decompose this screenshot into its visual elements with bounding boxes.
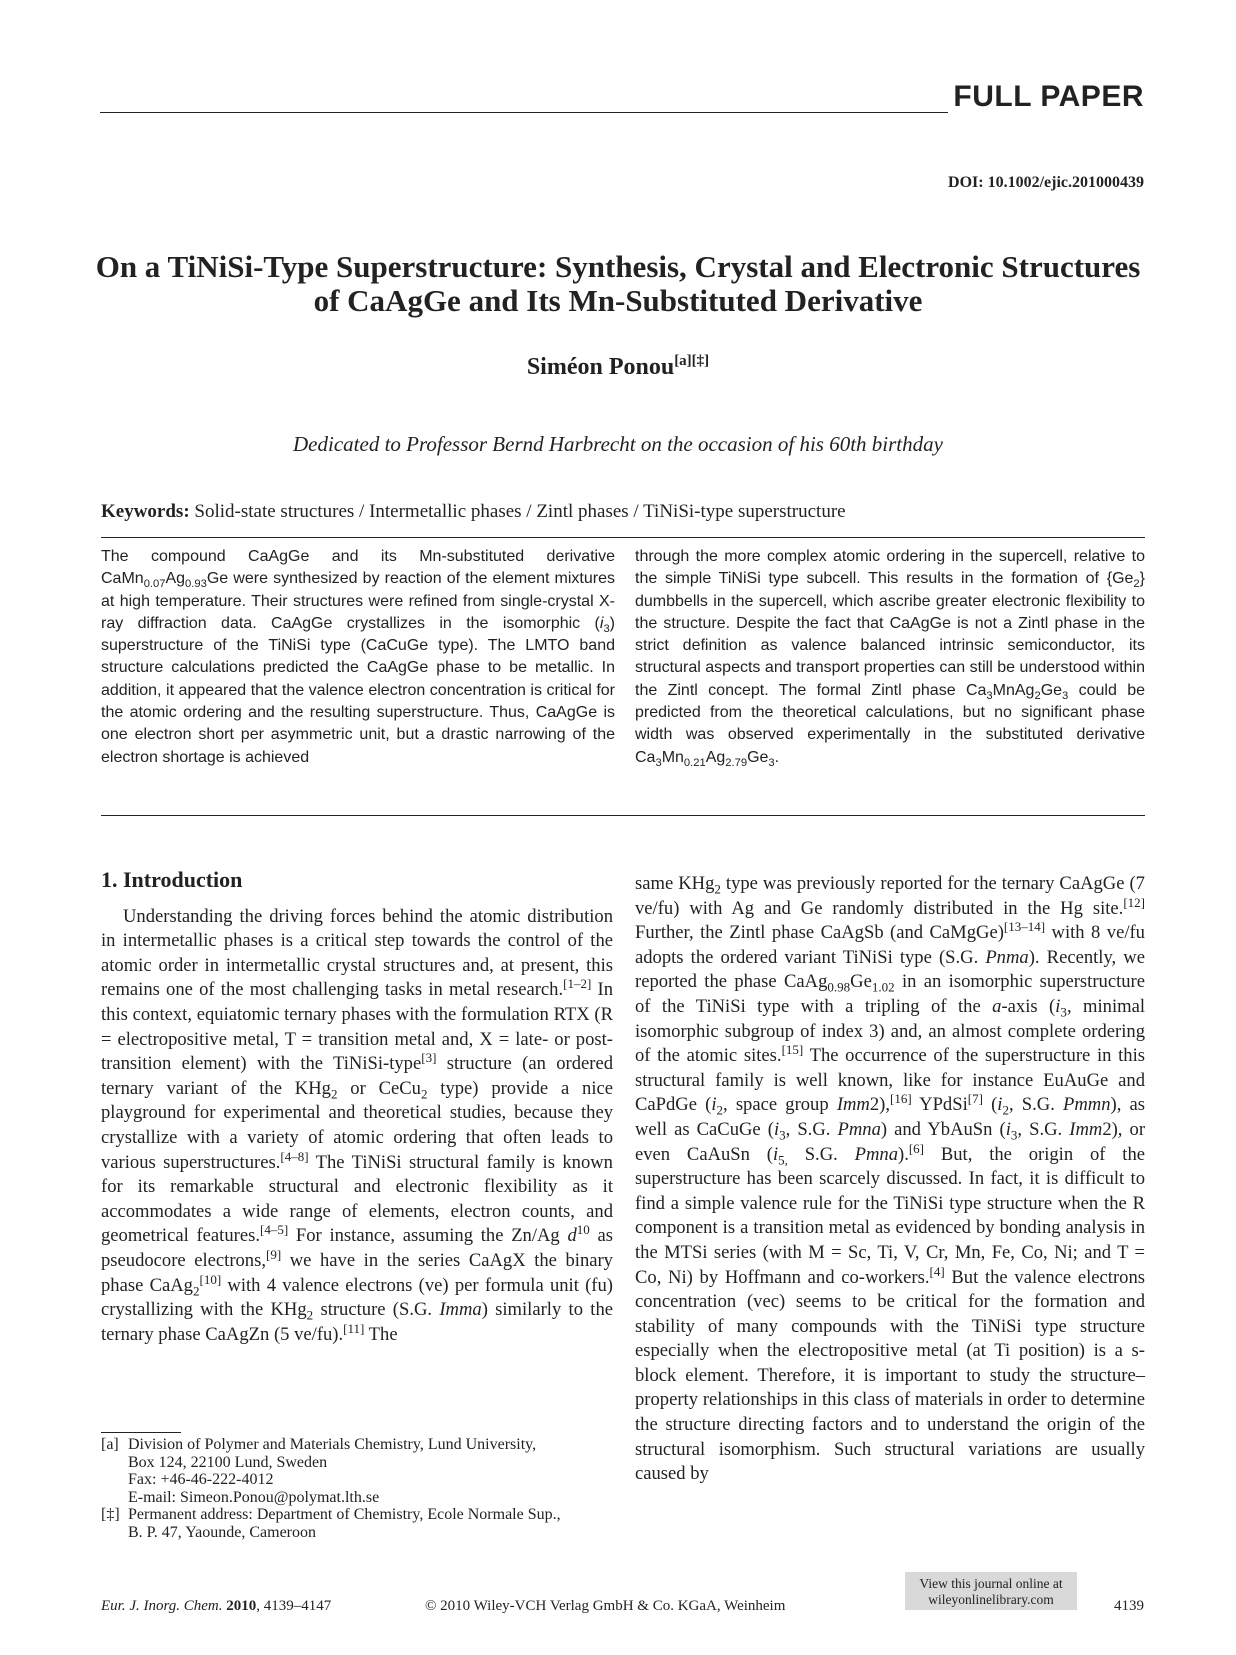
footnote-mark-b: [‡] — [101, 1506, 120, 1524]
abstract-right-column — [635, 546, 1145, 769]
footnote-mark-a: [a] — [101, 1436, 119, 1453]
footnote-line: Box 124, 22100 Lund, Sweden — [128, 1453, 328, 1471]
citation-ref[interactable]: [7] — [967, 1091, 983, 1107]
citation-ref[interactable]: [6] — [908, 1140, 925, 1156]
citation-ref[interactable]: [10] — [199, 1271, 222, 1287]
citation-ref[interactable]: [4] — [929, 1263, 945, 1279]
online-link-line-1: View this journal online at — [919, 1576, 1063, 1591]
author-affiliation-marks[interactable]: [a][‡] — [674, 353, 710, 369]
footnote-line: Fax: +46-46-222-4012 — [128, 1471, 274, 1489]
citation-ref[interactable]: [4–5] — [259, 1222, 289, 1238]
online-journal-link[interactable] — [905, 1572, 1077, 1610]
footnote-line: B. P. 47, Yaounde, Cameroon — [128, 1523, 317, 1541]
journal-citation — [101, 1598, 331, 1615]
section-heading: 1. Introduction — [101, 867, 243, 892]
abstract-text-left: The compound CaAgGe and its Mn-substituted derivative $CaMn_{0.07}Ag_{0.93}Ge$ were synthesized by reaction of the element mixtures at high temperature. Their structures were refined from single-crystal X-ray diffraction data. CaAgGe crystallizes in the isomorphic $(i_3)$ superstructure of the TiNiSi type (CaCuGe type). The LMTO band structure calculations predicted the CaAgGe phase to be metallic. In addition, it appeared that the valence electron concentration is critical for the atomic ordering and the resulting superstructure. Thus, CaAgGe is one electron short per asymmetric unit, but a drastic narrowing of the electron shortage is achieved — [101, 548, 615, 766]
footnotes — [101, 1436, 611, 1542]
online-link-line-2: wileyonlinelibrary.com — [928, 1591, 1054, 1607]
footnote-a — [101, 1436, 611, 1506]
intro-paragraph-1: Understanding the driving forces behind the atomic distribution in intermetallic phases is a critical step towards the control of the atomic order in intermetallic crystal structures and, at present, this remains one of the most challenging tasks in metal research.[1–2] In this context, equiatomic ternary phases with the formulation RTX (R = electropositive metal, T = transition metal and, X = late- or post-transition element) with the TiNiSi-type[3] structure (an ordered ternary variant of the KHg$_2$ or CeCu$_2$ type) provide a nice playground for experimental and theoretical studies, because they crystallize with a variety of atomic ordering that often leads to various superstructures.[4–8] The TiNiSi structural family is known for its remarkable structural and electronic flexibility as it accommodates a wide range of elements, electron counts, and geometrical features.[4–5] For instance, assuming the Zn/Ag $d^{10}$ as pseudocore electrons,[9] we have in the series CaAgX the binary phase CaAg$_2$[10] with 4 valence electrons (ve) per formula unit (fu) crystallizing with the KHg$_2$ structure (S.G. Imma) similarly to the ternary phase CaAgZn (5 ve/fu).[11] The — [101, 905, 613, 1345]
author-name: Siméon Ponou — [526, 354, 675, 380]
citation-ref[interactable]: [12] — [1123, 894, 1145, 910]
journal-pages: , 4139–4147 — [256, 1598, 332, 1614]
abstract-top-rule — [101, 537, 1145, 538]
citation-ref[interactable]: [16] — [890, 1091, 912, 1107]
citation-ref[interactable]: [1–2] — [563, 976, 592, 992]
abstract-bottom-rule — [101, 815, 1145, 816]
footnote-line: Permanent address: Department of Chemistry, Ecole Normale Sup., — [128, 1506, 561, 1524]
author — [0, 354, 1236, 381]
citation-ref[interactable]: [9] — [266, 1246, 282, 1262]
header-rule — [100, 112, 948, 113]
journal-year: 2010 — [226, 1598, 257, 1614]
intro-right-column — [635, 872, 1145, 1487]
title-line-2: of CaAgGe and Its Mn-Substituted Derivative — [313, 283, 923, 318]
footnote-email[interactable]: E-mail: Simeon.Ponou@polymat.lth.se — [128, 1488, 380, 1506]
keywords — [101, 501, 846, 523]
title-line-1: On a TiNiSi-Type Superstructure: Synthesis, Crystal and Electronic Structures — [95, 249, 1141, 284]
abstract-left-column — [101, 546, 615, 769]
footnote-line: Division of Polymer and Materials Chemistry, Lund University, — [128, 1436, 537, 1453]
footnote-b — [101, 1506, 611, 1541]
copyright: © 2010 Wiley-VCH Verlag GmbH & Co. KGaA, Weinheim — [425, 1598, 786, 1614]
intro-left-column — [101, 868, 613, 1347]
citation-ref[interactable]: [13–14] — [1003, 919, 1046, 934]
dedication: Dedicated to Professor Bernd Harbrecht on the occasion of his 60th birthday — [293, 432, 943, 456]
doi-link[interactable]: DOI: 10.1002/ejic.201000439 — [948, 174, 1144, 191]
citation-ref[interactable]: [4–8] — [280, 1148, 309, 1164]
citation-ref[interactable]: [3] — [421, 1049, 437, 1065]
abstract-text-right: through the more complex atomic ordering in the supercell, relative to the simple TiNiSi type subcell. This results in the formation of $\{Ge_2\}$ dumbbells in the supercell, which ascribe greater electronic flexibility to the structure. Despite the fact that CaAgGe is not a Zintl phase in the strict definition as valence balanced intrinsic semiconductor, its structural aspects and transport properties can still be understood within the Zintl concept. The formal Zintl phase $Ca_3MnAg_2Ge_3$ could be predicted from the theoretical calculations, but no significant phase width was observed experimentally in the substituted derivative $Ca_3Mn_{0.21}Ag_{2.79}Ge_3$. — [635, 548, 1146, 769]
keywords-label: Keywords: — [101, 501, 190, 522]
keywords-text: Solid-state structures / Intermetallic phases / Zintl phases / TiNiSi-type superstructure — [194, 501, 846, 522]
citation-ref[interactable]: [15] — [781, 1041, 804, 1057]
page-number: 4139 — [1114, 1598, 1144, 1614]
footnote-rule — [101, 1432, 181, 1433]
article-title — [90, 250, 1146, 318]
citation-ref[interactable]: [11] — [343, 1320, 365, 1336]
journal-name: Eur. J. Inorg. Chem. — [101, 1598, 223, 1614]
section-label: FULL PAPER — [953, 80, 1144, 113]
intro-paragraph-2: same KHg$_2$ type was previously reported for the ternary CaAgGe (7 ve/fu) with Ag and Ge randomly distributed in the Hg site.[12] Further, the Zintl phase CaAgSb (and CaMgGe)[13–14] with 8 ve/fu adopts the ordered variant TiNiSi type (S.G. Pnma). Recently, we reported the phase $CaAg_{0.98}Ge_{1.02}$ in an isomorphic superstructure of the TiNiSi type with a tripling of the a-axis ($i_3$, minimal isomorphic subgroup of index 3) and, an almost complete ordering of the atomic sites.[15] The occurrence of the superstructure in this structural family is well known, like for instance EuAuGe and CaPdGe ($i_2$, space group Imm2),[16] YPdSi[7] ($i_2$, S.G. Pmmn), as well as CaCuGe ($i_3$, S.G. Pmna) and YbAuSn ($i_3$, S.G. Imm2), or even CaAuSn ($i_{5,}$ S.G. Pmna).[6] But, the origin of the superstructure has been scarcely discussed. In fact, it is difficult to find a simple valence rule for the TiNiSi type structure when the R component is a transition metal as evidenced by bonding analysis in the MTSi series (with M = Sc, Ti, V, Cr, Mn, Fe, Co, Ni; and T = Co, Ni) by Hoffmann and co-workers.[4] But the valence electrons concentration (vec) seems to be critical for the formation and stability of many compounds with the TiNiSi type structure especially when the electropositive metal (at Ti position) is a s-block element. Therefore, it is important to study the structure–property relationships in this class of materials in order to determine the structure directing factors and to understand the origin of the structural isomorphism. Such structural variations are usually caused by — [635, 873, 1146, 1485]
